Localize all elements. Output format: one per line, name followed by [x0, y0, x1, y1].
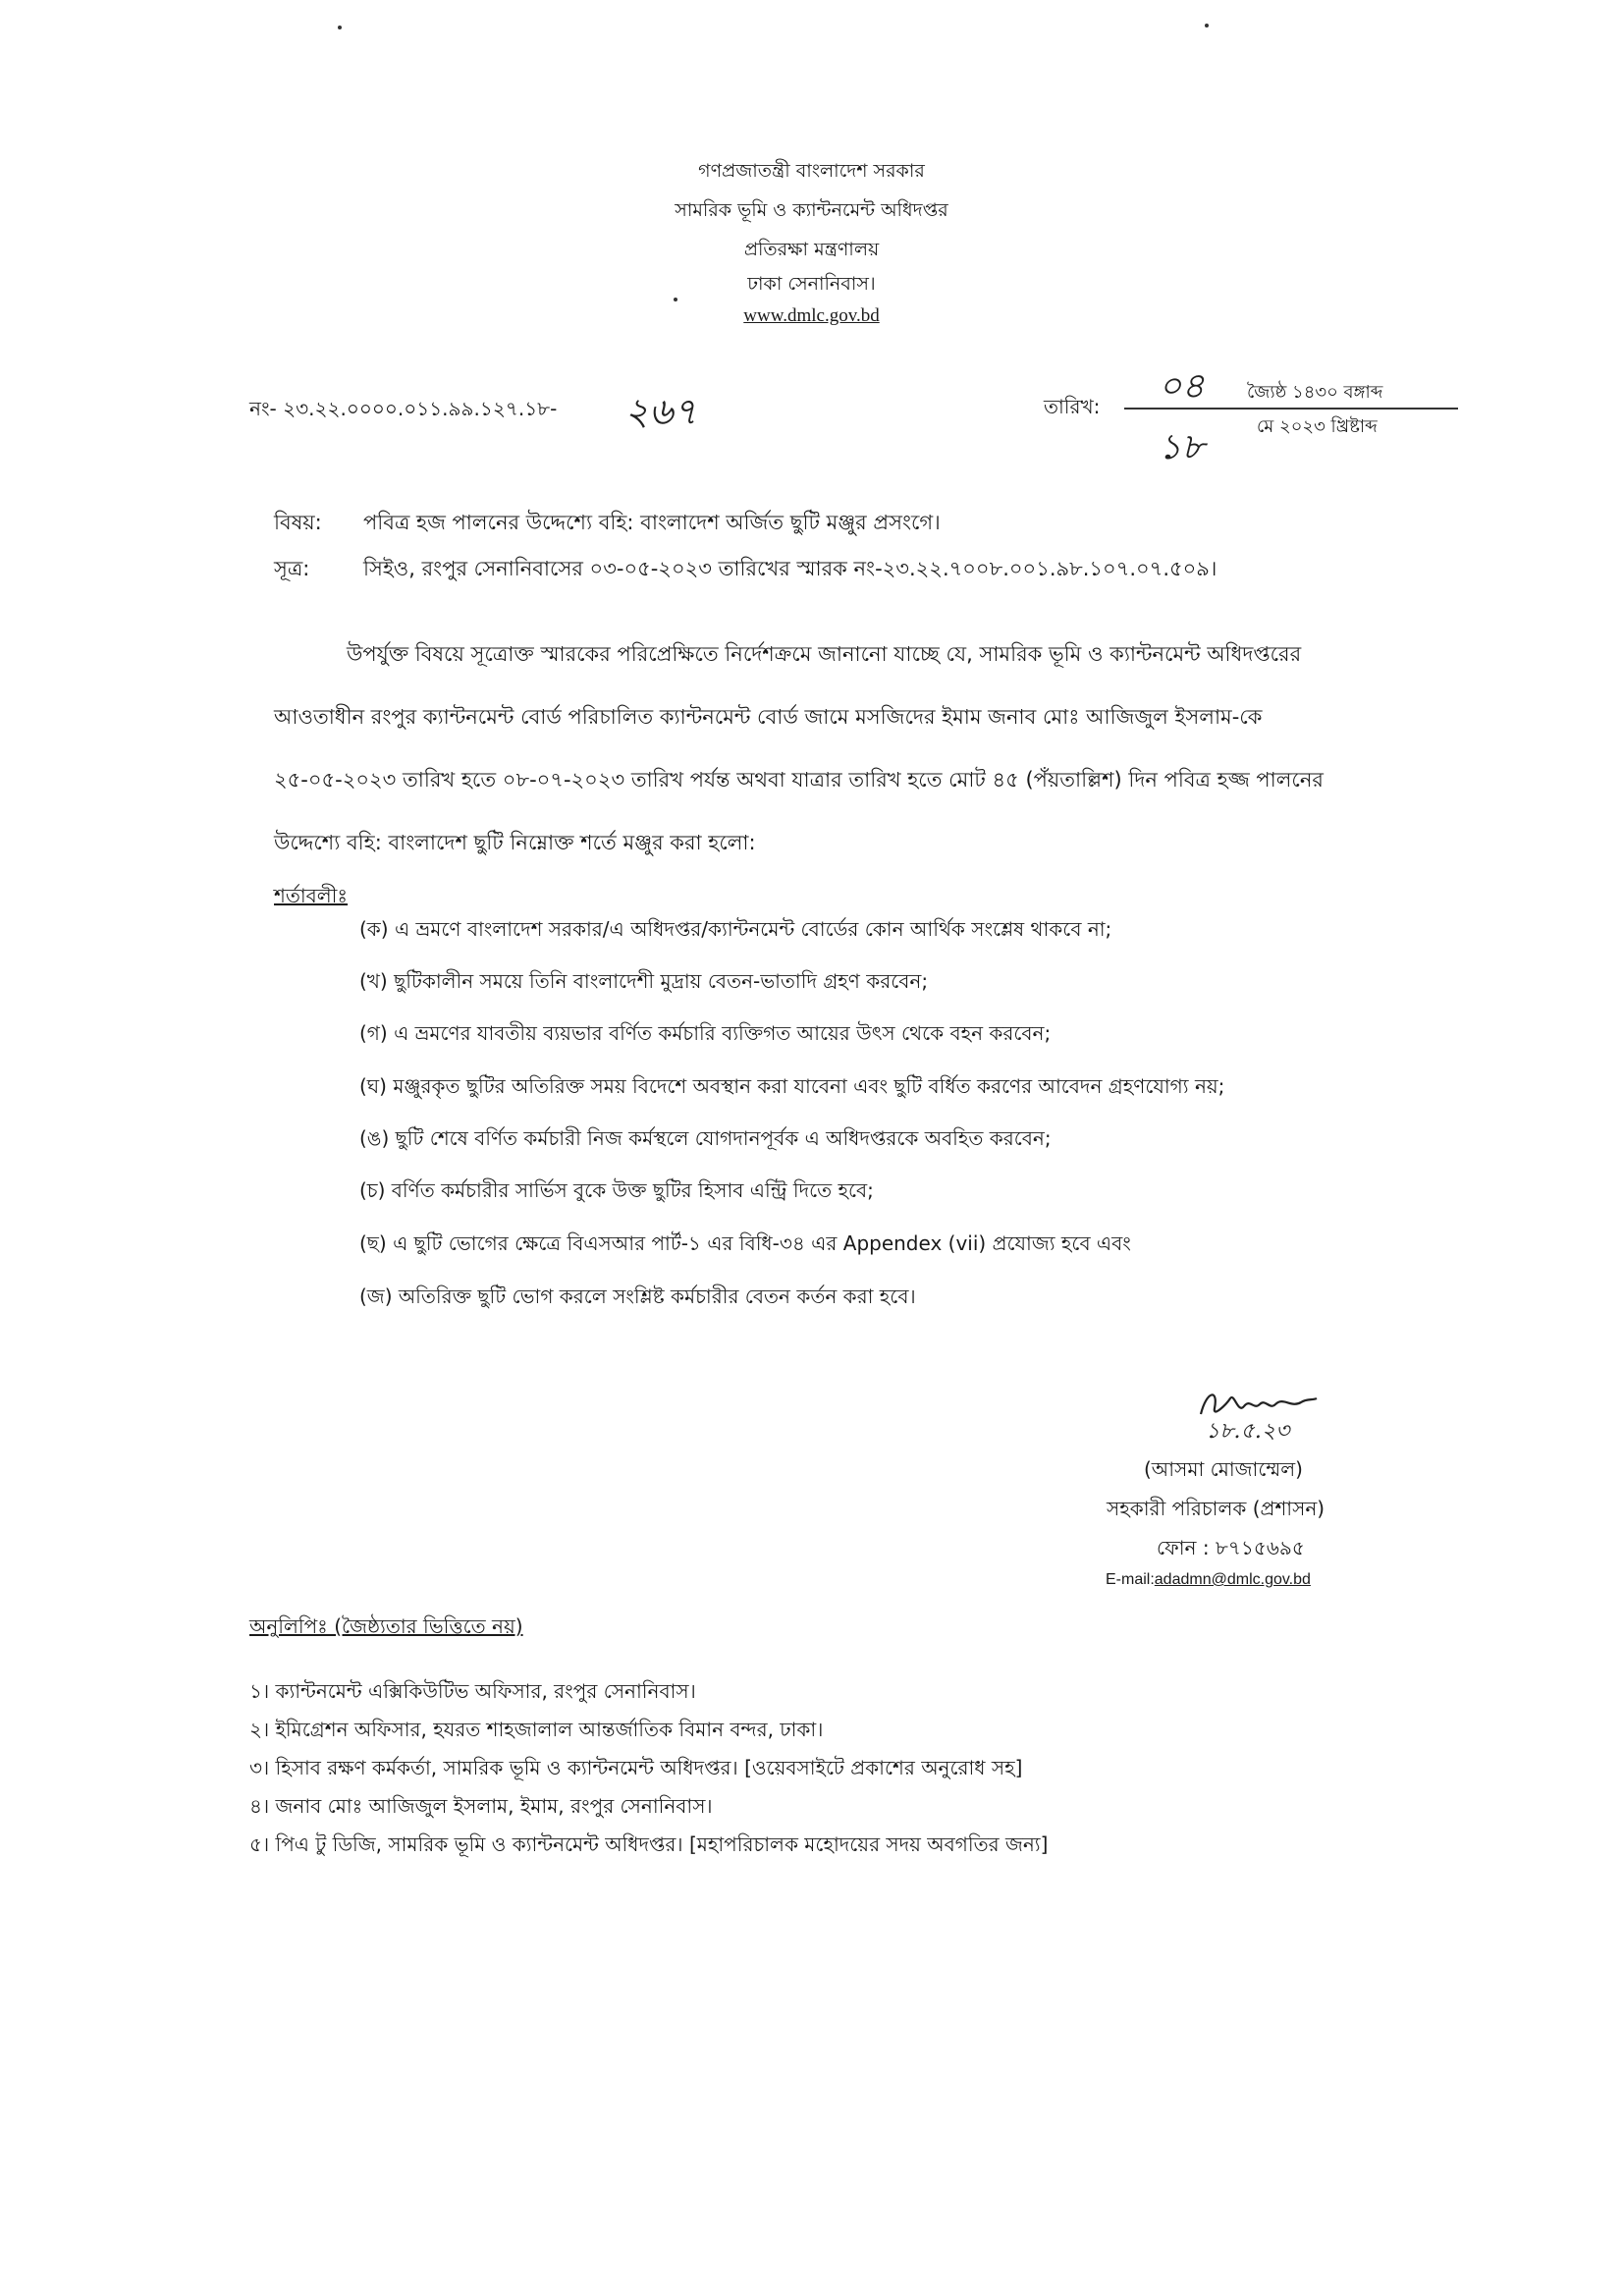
memo-number-handwritten: ২৬৭ — [624, 390, 698, 433]
email-link[interactable]: adadmn@dmlc.gov.bd — [1154, 1571, 1311, 1588]
scan-speck — [1205, 24, 1209, 27]
memo-number — [249, 395, 557, 427]
copy-item: ২। ইমিগ্রেশন অফিসার, হযরত শাহজালাল আন্তর্জাতিক বিমান বন্দর, ঢাকা। — [249, 1718, 824, 1741]
condition-item: (ঘ) মঞ্জুরকৃত ছুটির অতিরিক্ত সময় বিদেশে অবস্থান করা যাবেনা এবং ছুটি বর্ধিত করণের আবেদন গ্রহণযোগ্য নয়; — [359, 1074, 1225, 1098]
date-label: তারিখ: — [1044, 395, 1101, 418]
subject-text: পবিত্র হজ পালনের উদ্দেশ্যে বহি: বাংলাদেশ অর্জিত ছুটি মঞ্জুর প্রসংগে। — [363, 511, 941, 534]
header-location: ঢাকা সেনানিবাস। — [747, 273, 876, 295]
body-line-2: আওতাধীন রংপুর ক্যান্টনমেন্ট বোর্ড পরিচালিত ক্যান্টনমেন্ট বোর্ড জামে মসজিদের ইমাম জনাব মোঃ আজিজুল ইসলাম-কে — [274, 705, 1263, 729]
date-divider — [1124, 408, 1458, 410]
subject-label: বিষয়: — [274, 511, 322, 534]
reference-label: সূত্র: — [274, 557, 310, 580]
header-website[interactable] — [0, 304, 1623, 327]
date-greg-text: মে ২০২৩ খ্রিষ্টাব্দ — [1257, 416, 1378, 437]
conditions-title: শর্তাবলীঃ — [274, 884, 349, 907]
body-line-1: উপর্যুক্ত বিষয়ে সূত্রোক্ত স্মারকের পরিপ্রেক্ষিতে নির্দেশক্রমে জানানো যাচ্ছে যে, সামরিক ভূমি ও ক্যান্টনমেন্ট অধিদপ্তরের — [347, 642, 1302, 666]
condition-item: (গ) এ ভ্রমণের যাবতীয় ব্যয়ভার বর্ণিত কর্মচারি ব্যক্তিগত আয়ের উৎস থেকে বহন করবেন; — [359, 1021, 1052, 1045]
date-bangla-day: ০৪ — [1159, 366, 1205, 407]
condition-item: (ক) এ ভ্রমণে বাংলাদেশ সরকার/এ অধিদপ্তর/ক্যান্টনমেন্ট বোর্ডের কোন আর্থিক সংশ্লেষ থাকবে না; — [359, 917, 1112, 941]
condition-item: (খ) ছুটিকালীন সময়ে তিনি বাংলাদেশী মুদ্রায় বেতন-ভাতাদি গ্রহণ করবেন; — [359, 969, 929, 993]
date-greg-day: ১৮ — [1159, 427, 1205, 467]
signatory-phone: ফোন : ৮৭১৫৬৯৫ — [1157, 1536, 1305, 1559]
copy-item: ৩। হিসাব রক্ষণ কর্মকর্তা, সামরিক ভূমি ও ক্যান্টনমেন্ট অধিদপ্তর। [ওয়েবসাইটে প্রকাশের অনুরোধ সহ] — [249, 1756, 1023, 1779]
condition-item: (জ) অতিরিক্ত ছুটি ভোগ করলে সংশ্লিষ্ট কর্মচারীর বেতন কর্তন করা হবে। — [359, 1285, 916, 1308]
signatory-name: (আসমা মোজাম্মেল) — [1144, 1457, 1303, 1481]
body-line-4: উদ্দেশ্যে বহি: বাংলাদেশ ছুটি নিম্নোক্ত শর্তে মঞ্জুর করা হলো: — [274, 831, 756, 854]
copy-item: ৫। পিএ টু ডিজি, সামরিক ভূমি ও ক্যান্টনমেন্ট অধিদপ্তর। [মহাপরিচালক মহোদয়ের সদয় অবগতির জন্য] — [249, 1832, 1049, 1856]
condition-item: (ছ) এ ছুটি ভোগের ক্ষেত্রে বিএসআর পার্ট-১ এর বিধি-৩৪ এর Appendex (vii) প্রযোজ্য হবে এবং — [359, 1231, 1131, 1255]
copies-title: অনুলিপিঃ (জৈষ্ঠ্যতার ভিত্তিতে নয়) — [249, 1614, 523, 1638]
date-bangla-text: জ্যৈষ্ঠ ১৪৩০ বঙ্গাব্দ — [1247, 382, 1383, 403]
reference-text: সিইও, রংপুর সেনানিবাসের ০৩-০৫-২০২৩ তারিখের স্মারক নং-২৩.২২.৭০০৮.০০১.৯৮.১০৭.০৭.৫০৯। — [363, 557, 1217, 580]
header-ministry: প্রতিরক্ষা মন্ত্রণালয় — [743, 239, 880, 260]
signatory-email — [1106, 1571, 1311, 1589]
memo-number-printed: নং- ২৩.২২.০০০০.০১১.৯৯.১২৭.১৮- — [249, 397, 558, 420]
condition-item: (ঙ) ছুটি শেষে বর্ণিত কর্মচারী নিজ কর্মস্থলে যোগদানপূর্বক এ অধিদপ্তরকে অবহিত করবেন; — [359, 1126, 1052, 1150]
scan-speck — [338, 26, 342, 29]
body-line-3: ২৫-০৫-২০২৩ তারিখ হতে ০৮-০৭-২০২৩ তারিখ পর্যন্ত অথবা যাত্রার তারিখ হতে মোট ৪৫ (পঁয়তাল্লিশ) দিন পবিত্র হজ্জ পালনের — [274, 768, 1324, 792]
condition-item: (চ) বর্ণিত কর্মচারীর সার্ভিস বুকে উক্ত ছুটির হিসাব এন্ট্রি দিতে হবে; — [359, 1178, 874, 1202]
header-directorate: সামরিক ভূমি ও ক্যান্টনমেন্ট অধিদপ্তর — [675, 199, 948, 221]
header-government: গণপ্রজাতন্ত্রী বাংলাদেশ সরকার — [698, 160, 925, 182]
signature-date: ১৮.৫.২৩ — [1206, 1419, 1290, 1444]
signatory-designation: সহকারী পরিচালক (প্রশাসন) — [1107, 1497, 1325, 1520]
copy-item: ১। ক্যান্টনমেন্ট এক্সিকিউটিভ অফিসার, রংপুর সেনানিবাস। — [249, 1679, 696, 1703]
email-label: E-mail: — [1106, 1571, 1155, 1588]
copy-item: ৪। জনাব মোঃ আজিজুল ইসলাম, ইমাম, রংপুর সেনানিবাস। — [249, 1794, 713, 1818]
website-link[interactable]: www.dmlc.gov.bd — [743, 305, 880, 326]
